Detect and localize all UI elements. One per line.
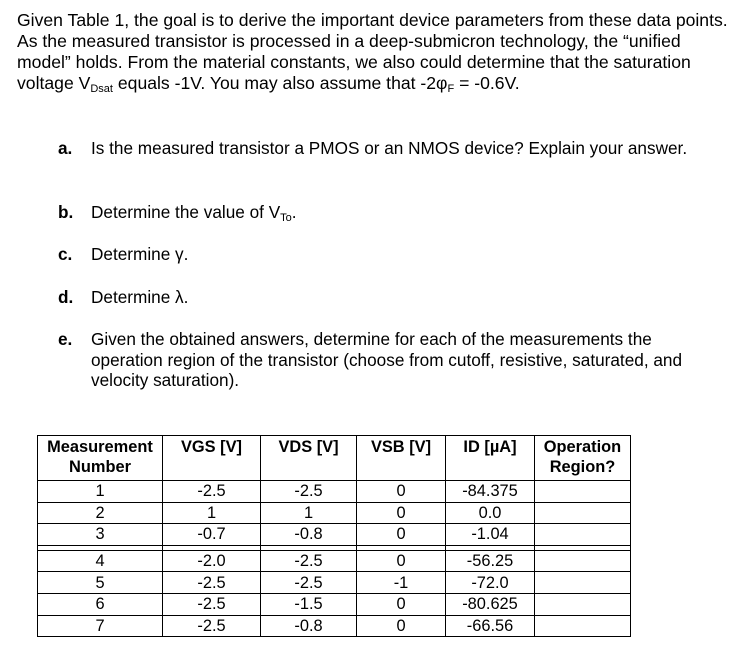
cell-vgs: -2.5 (163, 615, 261, 637)
cell-vds: -2.5 (261, 481, 357, 503)
question-e (58, 329, 698, 391)
question-label: e. (58, 329, 73, 349)
header-measurement-number: Measurement Number (38, 436, 163, 481)
cell-operation-region (535, 615, 631, 637)
phi-subscript: F (447, 83, 455, 95)
cell-vds: -2.5 (261, 572, 357, 594)
cell-id: -1.04 (446, 524, 535, 546)
cell-vsb: -1 (357, 572, 446, 594)
cell-vgs: -2.5 (163, 481, 261, 503)
table-row (38, 615, 631, 637)
cell-vsb: 0 (357, 593, 446, 615)
cell-operation-region (535, 502, 631, 524)
question-b (58, 202, 698, 223)
cell-measurement: 2 (38, 502, 163, 524)
cell-vds: -0.8 (261, 615, 357, 637)
cell-operation-region (535, 593, 631, 615)
cell-id: -56.25 (446, 550, 535, 572)
table-row (38, 593, 631, 615)
table-body (38, 481, 631, 637)
cell-vgs: -2.5 (163, 593, 261, 615)
cell-id: -66.56 (446, 615, 535, 637)
vdsat-subscript: Dsat (90, 83, 113, 95)
header-vsb: VSB [V] (357, 436, 446, 481)
cell-measurement: 7 (38, 615, 163, 637)
table-header-row (38, 436, 631, 481)
question-label: b. (58, 202, 74, 222)
table-row (38, 550, 631, 572)
question-text: Determine λ. (91, 287, 189, 307)
cell-measurement: 1 (38, 481, 163, 503)
table-row (38, 572, 631, 594)
cell-id: -84.375 (446, 481, 535, 503)
question-text: Given the obtained answers, determine for each of the measurements the operation region of the transistor (choose from cutoff, resistive, saturated, and velocity saturation). (91, 329, 683, 390)
cell-vds: -2.5 (261, 550, 357, 572)
question-c (58, 244, 698, 265)
cell-vds: -1.5 (261, 593, 357, 615)
cell-vgs: -2.0 (163, 550, 261, 572)
cell-measurement: 5 (38, 572, 163, 594)
cell-vds: 1 (261, 502, 357, 524)
table-row (38, 481, 631, 503)
intro-text-2: equals -1V. You may also assume that -2φ (112, 73, 448, 93)
question-text-end: . (291, 202, 297, 222)
intro-text-3: = -0.6V. (454, 73, 520, 93)
measurement-table (37, 435, 631, 637)
question-text (91, 202, 698, 223)
cell-operation-region (535, 524, 631, 546)
cell-vsb: 0 (357, 550, 446, 572)
question-d (58, 287, 698, 308)
header-vgs: VGS [V] (163, 436, 261, 481)
cell-vsb: 0 (357, 502, 446, 524)
question-label: c. (58, 244, 73, 264)
question-text: Is the measured transistor a PMOS or an NMOS device? Explain your answer. (91, 138, 688, 158)
header-id: ID [µA] (446, 436, 535, 481)
cell-vgs: 1 (163, 502, 261, 524)
header-vds: VDS [V] (261, 436, 357, 481)
header-operation-region: Operation Region? (535, 436, 631, 481)
problem-intro (17, 10, 732, 94)
cell-vsb: 0 (357, 524, 446, 546)
question-label: d. (58, 287, 74, 307)
cell-vds: -0.8 (261, 524, 357, 546)
cell-measurement: 4 (38, 550, 163, 572)
question-label: a. (58, 138, 73, 158)
table-row (38, 524, 631, 546)
question-a (58, 138, 698, 159)
vto-subscript: To (280, 212, 292, 224)
cell-id: -72.0 (446, 572, 535, 594)
cell-id: 0.0 (446, 502, 535, 524)
table-row (38, 502, 631, 524)
cell-measurement: 6 (38, 593, 163, 615)
cell-operation-region (535, 481, 631, 503)
cell-vsb: 0 (357, 615, 446, 637)
cell-operation-region (535, 550, 631, 572)
question-text-main: Determine the value of V (91, 202, 281, 222)
cell-vgs: -2.5 (163, 572, 261, 594)
cell-vgs: -0.7 (163, 524, 261, 546)
cell-vsb: 0 (357, 481, 446, 503)
question-text: Determine γ. (91, 244, 189, 264)
cell-operation-region (535, 572, 631, 594)
cell-measurement: 3 (38, 524, 163, 546)
intro-text-1: Given Table 1, the goal is to derive the important device parameters from these data points. As the measured transistor is processed in a deep-submicron technology, the “unified model” holds. From the material constants, we also could determine that the saturation voltage V (17, 10, 728, 93)
cell-id: -80.625 (446, 593, 535, 615)
